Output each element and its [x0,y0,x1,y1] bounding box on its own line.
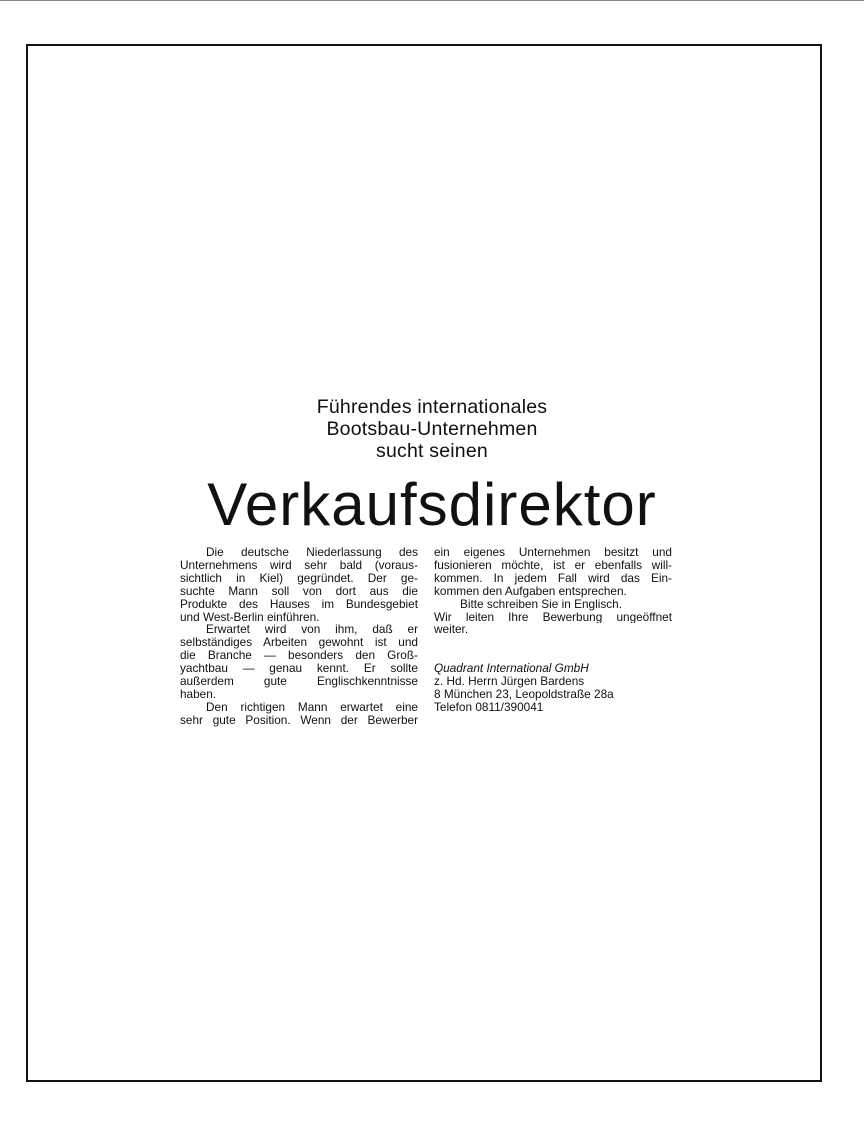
ad-border-frame [26,44,822,1082]
body-line: die Branche — besonders den Groß- [180,649,418,663]
headline-line-3: sucht seinen [376,440,488,462]
page-edge [0,0,864,1]
body-line: Produkte des Hauses im Bundesgebiet [180,597,418,611]
body-line: sichtlich in Kiel) gegründet. Der ge- [180,571,418,585]
attention-line: z. Hd. Herrn Jürgen Bardens [434,675,585,689]
body-line: sehr gute Position. Wenn der Bewerber [180,713,418,727]
body-line: selbständiges Arbeiten gewohnt ist und [180,636,418,650]
body-column-left [180,546,418,727]
spacer [434,636,672,662]
body-line: yachtbau — genau kennt. Er sollte [180,662,418,676]
body-column-right [434,546,672,714]
headline-line-2: Bootsbau-Unternehmen [326,418,538,440]
company-name: Quadrant International GmbH [434,662,589,676]
phone-number: Telefon 0811/390041 [434,701,544,714]
street-address: 8 München 23, Leopoldstraße 28a [434,688,614,702]
contact-address [434,662,672,714]
body-line: kommen. In jedem Fall wird das Ein- [434,571,672,585]
body-line: kommen den Aufgaben entsprechen. [434,584,627,598]
body-line: suchte Mann soll von dort aus die [180,584,418,598]
headline [0,396,864,462]
body-line: haben. [180,687,217,701]
body-line: und West-Berlin einführen. [180,610,320,624]
body-line: Unternehmens wird sehr bald (voraus- [180,558,418,572]
headline-line-1: Führendes internationales [316,396,548,418]
body-line: fusionieren möchte, ist er ebenfalls will- [434,558,672,572]
body-line: Wir leiten Ihre Bewerbung ungeöffnet [434,610,672,624]
body-line: Bitte schreiben Sie in Englisch. [460,597,622,611]
body-line: Den richtigen Mann erwartet eine [206,700,418,714]
body-line: ein eigenes Unternehmen besitzt und [434,546,672,559]
job-title: Verkaufsdirektor [207,471,657,538]
body-line: außerdem gute Englischkenntnisse [180,675,418,688]
body-line: weiter. [434,623,469,637]
body-line: Erwartet wird von ihm, daß er [206,623,418,637]
body-line: Die deutsche Niederlassung des [206,546,418,559]
